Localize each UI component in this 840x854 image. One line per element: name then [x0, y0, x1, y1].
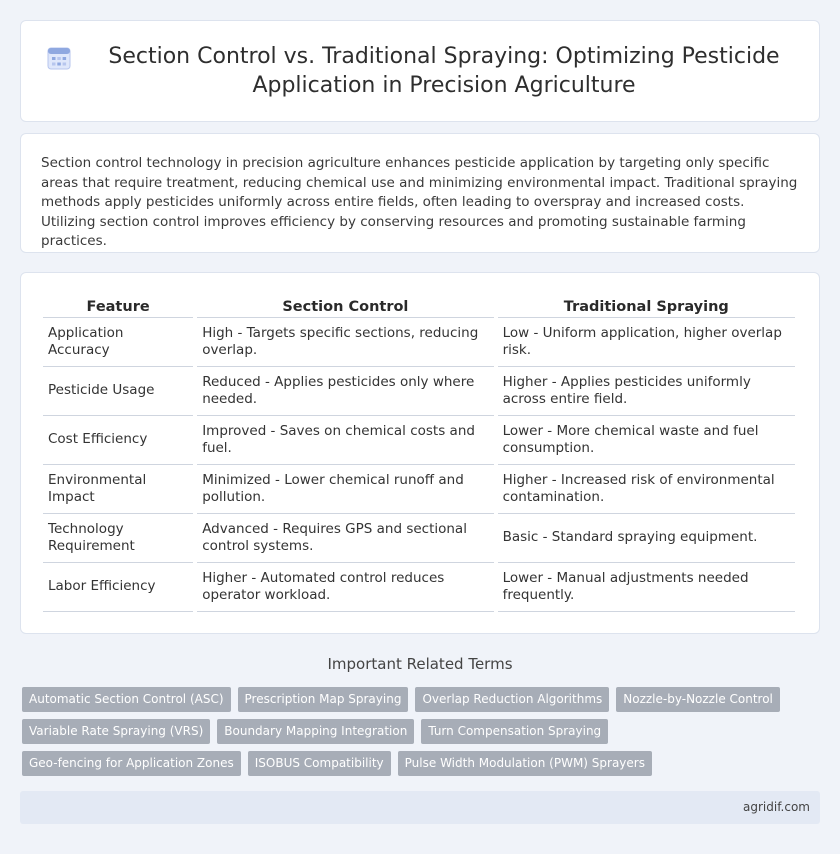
table-header-row: [43, 295, 795, 318]
footer-site-link[interactable]: agridif.com: [743, 800, 810, 814]
related-term-tag[interactable]: Nozzle-by-Nozzle Control: [616, 687, 780, 712]
title-wrap: [40, 42, 800, 100]
traditional-spraying-cell: Higher - Applies pesticides uniformly across entire field.: [498, 367, 795, 416]
footer: [20, 791, 820, 824]
header-traditional-spraying: Traditional Spraying: [498, 295, 795, 318]
related-term-tag[interactable]: ISOBUS Compatibility: [248, 751, 391, 776]
feature-cell: Pesticide Usage: [43, 367, 193, 416]
feature-cell: Technology Requirement: [43, 514, 193, 563]
traditional-spraying-cell: Lower - Manual adjustments needed frequently.: [498, 563, 795, 612]
table-row: [43, 416, 795, 465]
table-row: [43, 465, 795, 514]
section-control-cell: Reduced - Applies pesticides only where needed.: [197, 367, 493, 416]
feature-cell: Application Accuracy: [43, 318, 193, 367]
section-control-cell: Advanced - Requires GPS and sectional control systems.: [197, 514, 493, 563]
table-row: [43, 318, 795, 367]
comparison-table: [39, 295, 799, 612]
table-row: [43, 514, 795, 563]
intro-paragraph: Section control technology in precision agriculture enhances pesticide application by targeting only specific areas that require treatment, reducing chemical use and minimizing environmental impact. Traditional spraying methods apply pesticides uniformly across entire fields, often leading to overspray and increased costs. Utilizing section control improves efficiency by conserving resources and promoting sustainable farming practices.: [41, 155, 798, 249]
section-control-cell: Higher - Automated control reduces operator workload.: [197, 563, 493, 612]
related-term-tag[interactable]: Prescription Map Spraying: [238, 687, 409, 712]
header-feature: Feature: [43, 295, 193, 318]
related-term-tag[interactable]: Overlap Reduction Algorithms: [415, 687, 609, 712]
related-terms-tags: [22, 687, 822, 776]
traditional-spraying-cell: Lower - More chemical waste and fuel consumption.: [498, 416, 795, 465]
table-row: [43, 367, 795, 416]
header-section-control: Section Control: [197, 295, 493, 318]
section-control-cell: Improved - Saves on chemical costs and fuel.: [197, 416, 493, 465]
page-title: Section Control vs. Traditional Spraying: Optimizing Pesticide Application in Precision Agriculture: [108, 44, 780, 98]
feature-cell: Environmental Impact: [43, 465, 193, 514]
traditional-spraying-cell: Low - Uniform application, higher overlap risk.: [498, 318, 795, 367]
section-control-cell: Minimized - Lower chemical runoff and pollution.: [197, 465, 493, 514]
feature-cell: Labor Efficiency: [43, 563, 193, 612]
related-term-tag[interactable]: Geo-fencing for Application Zones: [22, 751, 241, 776]
related-term-tag[interactable]: Boundary Mapping Integration: [217, 719, 414, 744]
calendar-grid-icon: [46, 45, 72, 71]
related-term-tag[interactable]: Automatic Section Control (ASC): [22, 687, 231, 712]
section-control-cell: High - Targets specific sections, reducing overlap.: [197, 318, 493, 367]
table-row: [43, 563, 795, 612]
related-terms-title: Important Related Terms: [327, 655, 513, 673]
related-term-tag[interactable]: Turn Compensation Spraying: [421, 719, 608, 744]
intro-card: [20, 133, 820, 253]
related-term-tag[interactable]: Variable Rate Spraying (VRS): [22, 719, 210, 744]
traditional-spraying-cell: Higher - Increased risk of environmental contamination.: [498, 465, 795, 514]
title-card: [20, 20, 820, 122]
related-term-tag[interactable]: Pulse Width Modulation (PWM) Sprayers: [398, 751, 652, 776]
feature-cell: Cost Efficiency: [43, 416, 193, 465]
comparison-table-card: [20, 272, 820, 634]
traditional-spraying-cell: Basic - Standard spraying equipment.: [498, 514, 795, 563]
